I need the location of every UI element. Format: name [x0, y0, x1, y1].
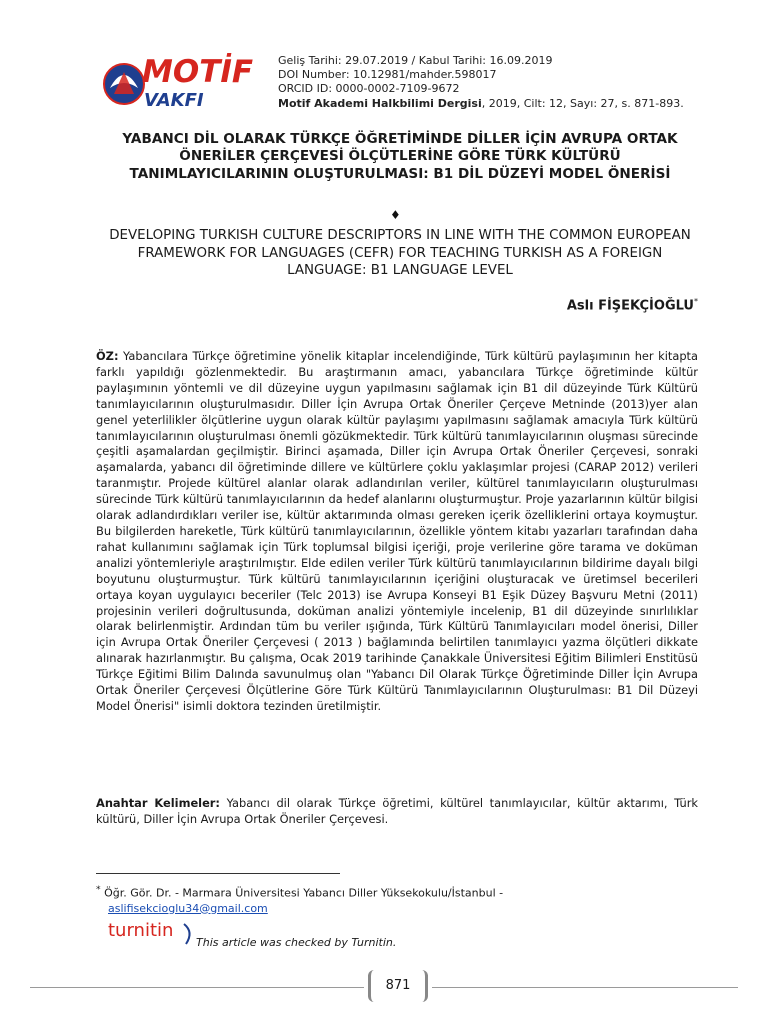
footnote-text: Öğr. Gör. Dr. - Marmara Üniversitesi Yabancı Diller Yüksekokulu/İstanbul -: [104, 886, 504, 900]
doi-number: DOI Number: 10.12981/mahder.598017: [278, 68, 497, 82]
page-footer-rule-left: [30, 987, 364, 988]
motif-emblem-icon: [100, 52, 148, 124]
diamond-separator-icon: ♦: [390, 208, 401, 222]
journal-citation: [278, 97, 684, 111]
turnitin-caption: This article was checked by Turnitin.: [196, 936, 397, 949]
orcid-id: ORCID ID: 0000-0002-7109-9672: [278, 82, 460, 96]
page-footer-rule-right: [432, 987, 738, 988]
footnote: [96, 882, 698, 916]
keywords-label: Anahtar Kelimeler:: [96, 796, 220, 810]
logo-motif-text: MOTİF: [142, 54, 254, 90]
footnote-mark: *: [96, 884, 101, 895]
logo-vakfi-text: VAKFI: [144, 90, 204, 111]
page-number: 871: [385, 978, 411, 993]
journal-details: , 2019, Cilt: 12, Sayı: 27, s. 871-893.: [481, 96, 684, 110]
footnote-divider: [96, 873, 340, 874]
keywords: [96, 795, 698, 827]
title-english: DEVELOPING TURKISH CULTURE DESCRIPTORS IN LINE WITH THE COMMON EUROPEAN FRAMEWORK FOR LANGUAGES (CEFR) FOR TEACHING TURKISH AS A FOREIGN LANGUAGE: B1 LANGUAGE LEVEL: [109, 228, 691, 279]
author-email-link[interactable]: aslifisekcioglu34@gmail.com: [108, 901, 268, 915]
turnitin-swoosh-icon: [108, 918, 198, 948]
keywords-text: Yabancı dil olarak Türkçe öğretimi, kültürel tanımlayıcılar, kültür aktarımı, Türk kültürü, Diller İçin Avrupa Ortak Öneriler Çerçevesi.: [96, 796, 698, 826]
turnitin-logo: [108, 918, 198, 948]
motif-vakfi-logo: [100, 52, 260, 124]
author-name-text: Aslı FİŞEKÇİOĞLU: [566, 298, 694, 314]
title-turkish: YABANCI DİL OLARAK TÜRKÇE ÖĞRETİMİNDE DİLLER İÇİN AVRUPA ORTAK ÖNERİLER ÇERÇEVESİ ÖLÇÜTLERİNE GÖRE TÜRK KÜLTÜRÜ TANIMLAYICILARININ OLUŞTURULMASI: B1 DİL DÜZEYİ MODEL ÖNERİSİ: [122, 131, 678, 182]
submission-dates: Geliş Tarihi: 29.07.2019 / Kabul Tarihi: 16.09.2019: [278, 54, 553, 67]
abstract: [96, 349, 698, 715]
author-footnote-mark: *: [694, 297, 698, 306]
author-name: [567, 297, 698, 313]
turnitin-logo-text: turnitin: [108, 920, 174, 941]
journal-name: Motif Akademi Halkbilimi Dergisi: [278, 96, 482, 110]
abstract-text: Yabancılara Türkçe öğretimine yönelik kitaplar incelendiğinde, Türk kültürü paylaşımının her kitapta farklı yapıldığı gözlenmektedir. Bu araştırmanın amacı, yabancılara Türkçe öğretiminde kültür paylaşımının yöntemli ve dil düzeyine uygun yapılmasını sağlamak için B1 dil düzeyinde Türk Kültürü tanımlayıcılarının oluşturulmasıdır. Diller İçin Avrupa Ortak Öneriler Çerçeve Metninde (2013)yer alan genel yeterlilikler ölçütlerine uygun olarak kültür paylaşımı yapılmasını sağlamak amacıyla Türk kültürü tanımlayıcılarının oluşturulması önemli gözükmektedir. Türk kültürü tanımlayıcılarının oluşması sürecinde çeşitli aşamalardan geçilmiştir. Birinci aşamada, Diller için Avrupa Ortak Öneriler Çerçevesi, sonraki aşamalarda, yabancı dil öğretiminde dillere ve kültürlere çoklu yaklaşımlar projesi (CARAP 2012) verileri taranmıştır. Projede kültürel alanlar olarak adlandırılan veriler, kültürel tanımlayıcıların oluşturulması sürecinde Türk kültürü tanımlayıcılarının da hedef alanlarını oluşturmuştur. Proje yazarlarının kültür bilgisi olarak adlandırdıkları veriler ise, kültür aktarımında olması gereken içerik özelliklerini ortaya koymuştur. Bu bilgilerden hareketle, Türk kültürü tanımlayıcılarının, özellikle yöntem kitabı yazarları tarafından daha rahat kullanımını sağlamak için Türk toplumsal bilgisi içeriği, proje verilerine göre tarama ve doküman analizi yöntemleriyle araştırılmıştır. Elde edilen veriler Türk kültürü tanımlayıcılarının bildirime dayalı bilgi boyutunu oluşturmuştur. Türk kültürü tanımlayıcılarının içeriğini oluşturacak ve üretimsel becerileri ortaya koyan uygulayıcı beceriler (Telc 2013) ise Avrupa Konseyi B1 Eşik Düzey Başvuru Metni (2011) projesinin verileri doğrultusunda, doküman analizi yöntemiyle incelenip, B1 dil düzeyinde sınırlılıklar olarak belirlenmiştir. Ardından tüm bu veriler ışığında, Türk Kültürü Tanımlayıcıları model önerisi, Diller için Avrupa Ortak Öneriler Çerçevesi ( 2013 ) bağlamında belirtilen tanımlayıcı yazma ölçütleri dikkate alınarak hazırlanmıştır. Bu çalışma, Ocak 2019 tarihinde Çanakkale Üniversitesi Eğitim Bilimleri Enstitüsü Türkçe Eğitimi Bilim Dalında savunulmuş olan "Yabancı Dil Olarak Türkçe Öğretiminde Diller İçin Avrupa Ortak Öneriler Çerçevesi Ölçütlerine Göre Türk Kültürü Tanımlayıcılarının Oluşturulması: B1 Dil Düzeyi Model Önerisi" isimli doktora tezinden üretilmiştir.: [96, 349, 699, 713]
article-meta: [278, 54, 684, 111]
abstract-label: ÖZ:: [96, 349, 119, 363]
